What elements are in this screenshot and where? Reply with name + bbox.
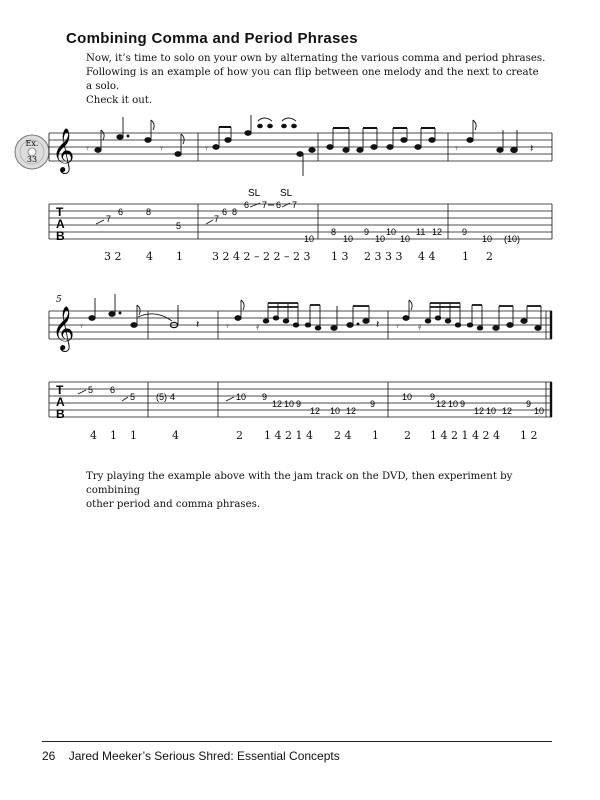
treble-clef-icon: 𝄞 — [52, 128, 75, 172]
svg-text:9: 9 — [296, 399, 302, 409]
svg-text:10: 10 — [482, 234, 493, 244]
rest-icon: 𝄽 — [376, 318, 380, 331]
tab-letter: T — [56, 205, 64, 219]
fingering-group: 4 — [146, 250, 153, 263]
rest-icon: 𝄽 — [196, 318, 200, 331]
svg-text:10: 10 — [534, 406, 545, 416]
fingering-group: 2 4 — [334, 429, 352, 442]
svg-text:6: 6 — [118, 207, 124, 217]
svg-text:9: 9 — [262, 392, 268, 402]
svg-text:10: 10 — [375, 234, 386, 244]
fingering-group: 2 — [404, 429, 411, 442]
slide-markings — [248, 188, 293, 199]
svg-text:8: 8 — [146, 207, 152, 217]
rest-icon: 𝄾 — [86, 142, 89, 155]
footer-divider — [42, 741, 552, 742]
fingering-group: 1 — [130, 429, 137, 442]
svg-text:4: 4 — [170, 392, 176, 402]
svg-text:11: 11 — [416, 227, 426, 237]
tab-letter: B — [56, 229, 65, 243]
intro-line: Following is an example of how you can flip between one melody and the next to create a solo. — [86, 67, 539, 92]
tab-letter: A — [56, 217, 65, 231]
page-number: 26 — [42, 749, 56, 763]
fingering-group: 3 2 — [104, 250, 122, 263]
svg-text:5: 5 — [88, 385, 94, 395]
fingering-group: 1 2 — [520, 429, 538, 442]
svg-text:10: 10 — [486, 406, 497, 416]
page-footer — [42, 749, 350, 763]
outro-line: Try playing the example above with the jam track on the DVD, then experiment by combining — [86, 471, 513, 496]
fingering-row-1 — [0, 250, 600, 264]
fingering-group: 2 — [486, 250, 493, 263]
fingering-group: 4 — [90, 429, 97, 442]
svg-text:8: 8 — [331, 227, 337, 237]
tab-numbers-1 — [96, 200, 520, 244]
staff-system-2 — [49, 311, 552, 339]
svg-text:5: 5 — [130, 392, 136, 402]
svg-text:8: 8 — [232, 207, 238, 217]
svg-text:10: 10 — [330, 406, 341, 416]
svg-text:10: 10 — [400, 234, 411, 244]
svg-text:6: 6 — [222, 207, 228, 217]
fingering-group: 3 2 4 2 – 2 2 – 2 3 — [212, 250, 311, 263]
svg-text:7: 7 — [292, 200, 298, 210]
treble-clef-icon: 𝄞 — [52, 306, 75, 350]
outro-text — [86, 470, 516, 512]
svg-text:10: 10 — [448, 399, 459, 409]
svg-text:12: 12 — [474, 406, 485, 416]
svg-text:10: 10 — [236, 392, 247, 402]
rest-icon: 𝄽 — [530, 142, 534, 155]
fingering-row-2 — [0, 429, 600, 443]
svg-text:9: 9 — [364, 227, 370, 237]
svg-text:6: 6 — [244, 200, 250, 210]
svg-text:12: 12 — [346, 406, 357, 416]
svg-text:(10): (10) — [504, 234, 521, 244]
svg-text:10: 10 — [402, 392, 413, 402]
fingering-group: 1 — [176, 250, 183, 263]
outro-line: other period and comma phrases. — [86, 499, 261, 510]
svg-text:7: 7 — [262, 200, 268, 210]
notes-system-1 — [86, 115, 533, 176]
slide-label: SL — [248, 188, 261, 199]
fingering-group: 1 4 2 1 4 2 4 — [430, 429, 500, 442]
fingering-group: 4 — [172, 429, 179, 442]
svg-text:10: 10 — [284, 399, 295, 409]
notes-system-2 — [80, 294, 541, 333]
svg-text:(5): (5) — [156, 392, 167, 402]
fingering-group: 4 4 — [418, 250, 436, 263]
rest-icon: 𝄾 — [80, 320, 83, 333]
svg-text:12: 12 — [432, 227, 443, 237]
fingering-group: 2 — [236, 429, 243, 442]
svg-text:9: 9 — [462, 227, 468, 237]
fingering-group: 1 3 — [331, 250, 349, 263]
rest-icon: 𝄾 — [205, 142, 208, 155]
svg-text:12: 12 — [310, 406, 321, 416]
fingering-group: 1 — [462, 250, 469, 263]
fingering-group: 2 3 3 3 — [364, 250, 403, 263]
rest-icon: 𝄿 — [418, 320, 422, 333]
svg-text:6: 6 — [110, 385, 116, 395]
svg-text:12: 12 — [502, 406, 513, 416]
measure-number: 5 — [56, 295, 62, 305]
svg-text:7: 7 — [214, 214, 220, 224]
svg-text:9: 9 — [526, 399, 532, 409]
svg-text:5: 5 — [176, 221, 182, 231]
rest-icon: 𝄾 — [160, 142, 163, 155]
svg-text:6: 6 — [276, 200, 282, 210]
fingering-group: 1 — [110, 429, 117, 442]
badge-label: Ex. — [25, 139, 39, 148]
svg-text:12: 12 — [272, 399, 283, 409]
badge-number: 33 — [26, 155, 38, 164]
cd-icon — [15, 135, 49, 169]
intro-line: Now, it’s time to solo on your own by alternating the various comma and period phrases. — [86, 53, 546, 64]
fingering-group: 1 4 2 1 4 — [264, 429, 313, 442]
svg-text:10: 10 — [304, 234, 315, 244]
tab-letter: A — [56, 395, 65, 409]
tab-staff-1 — [49, 204, 552, 239]
rest-icon: 𝄿 — [256, 320, 260, 333]
tab-letter: B — [56, 407, 65, 421]
tab-letter: T — [56, 383, 64, 397]
book-title: Jared Meeker’s Serious Shred: Essential Concepts — [68, 749, 340, 763]
svg-text:7: 7 — [106, 214, 112, 224]
page-title: Combining Comma and Period Phrases — [66, 30, 358, 47]
svg-text:10: 10 — [343, 234, 354, 244]
rest-icon: 𝄾 — [455, 142, 458, 155]
rest-icon: 𝄾 — [396, 320, 399, 333]
svg-text:9: 9 — [370, 399, 376, 409]
rest-icon: 𝄾 — [226, 320, 229, 333]
intro-line: Check it out. — [86, 95, 153, 106]
fingering-group: 1 — [372, 429, 379, 442]
svg-text:10: 10 — [386, 227, 397, 237]
slide-label: SL — [280, 188, 293, 199]
svg-text:12: 12 — [436, 399, 447, 409]
svg-text:9: 9 — [460, 399, 466, 409]
svg-text:9: 9 — [430, 392, 436, 402]
